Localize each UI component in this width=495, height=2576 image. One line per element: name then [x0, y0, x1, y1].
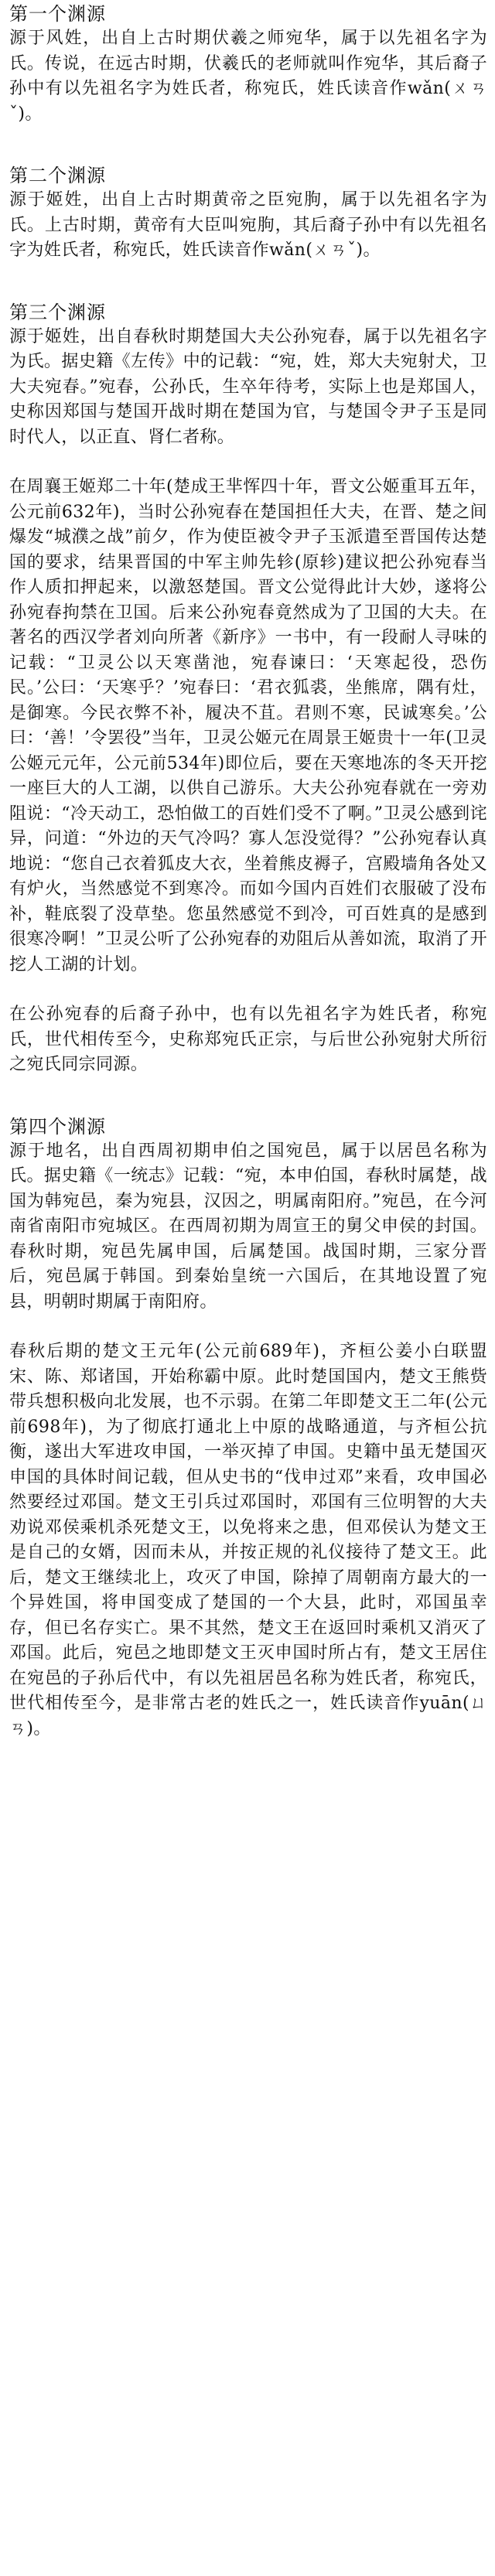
origin-section-3 [9, 300, 487, 1078]
section-paragraph: 源于姬姓，出自春秋时期楚国大夫公孙宛春，属于以先祖名字为氏。据史籍《左传》中的记载：“宛，姓，郑大夫宛射犬，卫大夫宛春。”宛春，公孙氏，生卒年待考，实际上也是郑国人，史称因郑国与楚国开战时期在楚国为官，与楚国令尹子玉是同时代人，以正直、肾仁者称。 [9, 326, 487, 447]
section-heading: 第四个渊源 [9, 1115, 106, 1138]
section-heading: 第三个渊源 [9, 301, 106, 323]
section-paragraph: 源于姬姓，出自上古时期黄帝之臣宛朐，属于以先祖名字为氏。上古时期，黄帝有大臣叫宛朐，其后裔子孙中有以先祖名字为姓氏者，称宛氏，姓氏读音作wǎn(ㄨㄢˇ)。 [9, 190, 487, 260]
section-paragraph: 在周襄王姬郑二十年(楚成王芈恽四十年，晋文公姬重耳五年，公元前632年)，当时公孙宛春在楚国担任大夫，在晋、楚之间爆发“城濮之战”前夕，作为使臣被令尹子玉派遣至晋国传达楚国的要求，结果晋国的中军主帅先轸(原轸)建议把公孙宛春当作人质扣押起来，以激怒楚国。晋文公觉得此计大妙，遂将公孙宛春拘禁在卫国。后来公孙宛春竟然成为了卫国的大夫。在著名的西汉学者刘向所著《新序》一书中，有一段耐人寻味的记载：“卫灵公以天寒凿池，宛春谏曰：‘天寒起役，恐伤民。’公曰：‘天寒乎？’宛春曰：‘君衣狐裘，坐熊席，隅有灶，是御寒。今民衣弊不补，履决不苴。君则不寒，民诚寒矣。’公曰：‘善！’令罢役”当年，卫灵公姬元在周景王姬贵十一年(卫灵公姬元元年，公元前534年)即位后，要在天寒地冻的冬天开挖一座巨大的人工湖，以供自己游乐。大夫公孙宛春就在一旁劝阻说：“冷天动工，恐怕做工的百姓们受不了啊。”卫灵公感到诧异，问道：“外边的天气冷吗？寡人怎没觉得？”公孙宛春认真地说：“您自己衣着狐皮大衣，坐着熊皮褥子，宫殿墙角各处又有炉火，当然感觉不到寒冷。而如今国内百姓们衣服破了没布补，鞋底裂了没草垫。您虽然感觉不到冷，可百姓真的是感到很寒冷啊！”卫灵公听了公孙宛春的劝阻后从善如流，取消了开挖人工湖的计划。 [9, 477, 487, 974]
section-heading: 第一个渊源 [9, 3, 106, 25]
section-paragraph: 源于地名，出自西周初期申伯之国宛邑，属于以居邑名称为氏。据史籍《一统志》记载：“宛，本申伯国，春秋时属楚，战国为韩宛邑，秦为宛县，汉因之，明属南阳府。”宛邑，在今河南省南阳市宛城区。在西周初期为周宣王的舅父申侯的封国。春秋时期，宛邑先属申国，后属楚国。战国时期，三家分晋后，宛邑属于韩国。到秦始皇统一六国后，在其地设置了宛县，明朝时期属于南阳府。 [9, 1141, 487, 1312]
section-paragraph: 源于风姓，出自上古时期伏羲之师宛华，属于以先祖名字为氏。传说，在远古时期，伏羲氏的老师就叫作宛华，其后裔子孙中有以先祖名字为姓氏者，称宛氏，姓氏读音作wǎn(ㄨㄢˇ)。 [9, 29, 487, 124]
section-paragraph: 在公孙宛春的后裔子孙中，也有以先祖名字为姓氏者，称宛氏，世代相传至今，史称郑宛氏正宗，与后世公孙宛射犬所衍之宛氏同宗同源。 [9, 1005, 487, 1074]
origin-section-2 [9, 163, 487, 264]
origin-section-1 [9, 2, 487, 127]
section-paragraph: 春秋后期的楚文王元年(公元前689年)，齐桓公姜小白联盟宋、陈、郑诸国，开始称霸中原。此时楚国国内，楚文王熊赀带兵想积极向北发展，也不示弱。在第二年即楚文王二年(公元前698年)，为了彻底打通北上中原的战略通道，与齐桓公抗衡，遂出大军进攻申国，一举灭掉了申国。史籍中虽无楚国灭申国的具体时间记载，但从史书的“伐申过邓”来看，攻申国必然要经过邓国。楚文王引兵过邓国时，邓国有三位明智的大夫劝说邓侯乘机杀死楚文王，以免将来之患，但邓侯认为楚文王是自己的女婿，因而未从，并按正规的礼仪接待了楚文王。此后，楚文王继续北上，攻灭了申国，除掉了周朝南方最大的一个异姓国，将申国变成了楚国的一个大县，此时，邓国虽幸存，但已名存实亡。果不其然，楚文王在返回时乘机又消灭了邓国。此后，宛邑之地即楚文王灭申国时所占有，楚文王居住在宛邑的子孙后代中，有以先祖居邑名称为姓氏者，称宛氏，世代相传至今，是非常古老的姓氏之一，姓氏读音作yuān(ㄩㄢ)。 [9, 1342, 487, 1738]
origin-section-4 [9, 1114, 487, 1742]
section-heading: 第二个渊源 [9, 165, 106, 186]
